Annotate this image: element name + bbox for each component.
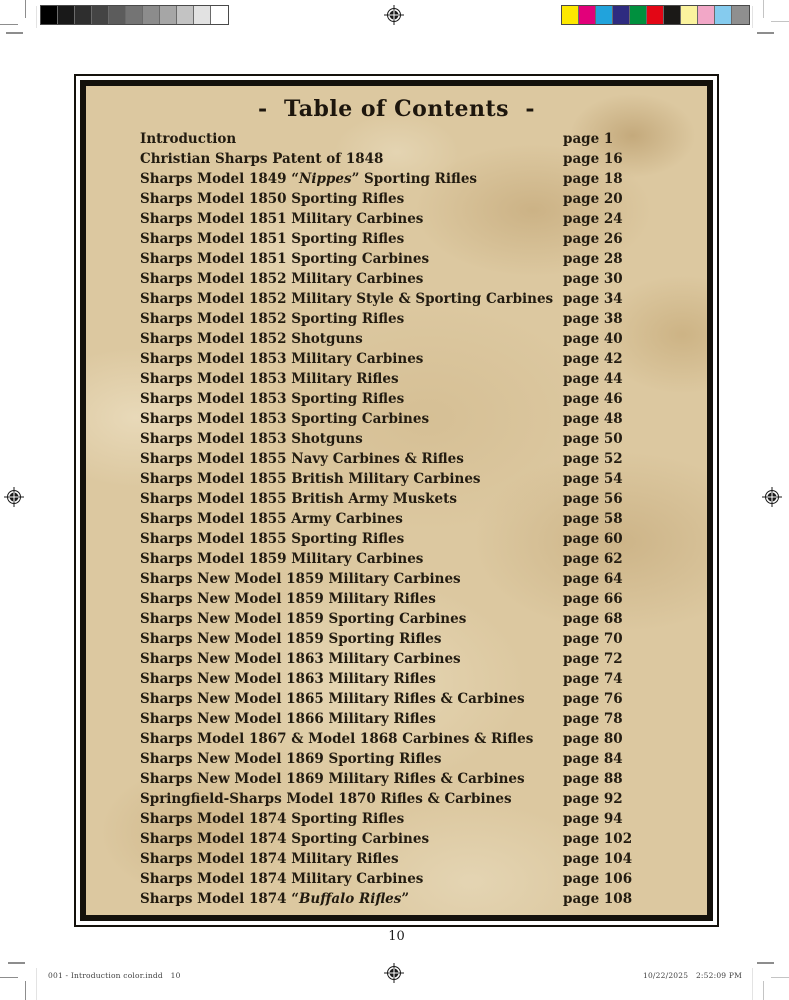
- toc-entry-label: Sharps Model 1874 Sporting Carbines: [140, 831, 430, 847]
- toc-entry-page: page 94: [563, 811, 623, 827]
- toc-entry-row: [140, 229, 707, 249]
- calibration-swatch: [211, 6, 228, 24]
- toc-entry-label: Sharps Model 1851 Sporting Carbines: [140, 251, 430, 267]
- crop-mark-top-right-h: [771, 21, 789, 22]
- trim-edge-left-top: [36, 6, 37, 28]
- calibration-swatch: [126, 6, 143, 24]
- toc-entry-row: [140, 689, 707, 709]
- toc-entry-label: Sharps New Model 1863 Military Carbines: [140, 651, 461, 667]
- toc-entry-page: page 50: [563, 431, 623, 447]
- toc-entry-label: Sharps Model 1853 Sporting Carbines: [140, 411, 430, 427]
- toc-entry-row: [140, 149, 707, 169]
- toc-entry-page: page 80: [563, 731, 623, 747]
- toc-entry-page: page 76: [563, 691, 623, 707]
- crop-mark-bottom-right-v: [763, 981, 764, 1000]
- slug-datetime: 10/22/2025 2:52:09 PM: [642, 971, 742, 980]
- toc-entry-page: page 18: [563, 171, 623, 187]
- toc-entry-label: Sharps Model 1852 Shotguns: [140, 331, 363, 347]
- toc-entry-page: page 46: [563, 391, 623, 407]
- crop-mark-bottom-left-v: [25, 981, 26, 1000]
- toc-entry-label: Sharps Model 1855 British Army Muskets: [140, 491, 457, 507]
- toc-entry-page: page 78: [563, 711, 623, 727]
- toc-entry-page: page 42: [563, 351, 623, 367]
- crop-mark-bottom-left-h: [0, 977, 18, 978]
- toc-entry-label: Sharps Model 1852 Military Carbines: [140, 271, 424, 287]
- toc-entry-page: page 54: [563, 471, 623, 487]
- fold-mark-top-right: [757, 32, 774, 34]
- fold-mark-bottom-left: [8, 962, 25, 964]
- toc-entry-page: page 68: [563, 611, 623, 627]
- page-number: 10: [388, 929, 405, 944]
- toc-entry-row: [140, 769, 707, 789]
- trim-edge-left-bottom: [36, 968, 37, 1000]
- toc-entry-page: page 16: [563, 151, 623, 167]
- toc-entry-row: [140, 329, 707, 349]
- toc-entry-label: Sharps Model 1851 Sporting Rifles: [140, 231, 405, 247]
- calibration-swatch: [681, 6, 698, 24]
- toc-entry-page: page 28: [563, 251, 623, 267]
- toc-entry-row: [140, 349, 707, 369]
- toc-entry-row: [140, 869, 707, 889]
- fold-mark-top-left: [6, 32, 23, 34]
- toc-entry-page: page 44: [563, 371, 623, 387]
- toc-entry-page: page 48: [563, 411, 623, 427]
- crop-mark-top-left-h: [0, 24, 18, 25]
- toc-entry-row: [140, 449, 707, 469]
- toc-entry-page: page 30: [563, 271, 623, 287]
- toc-entry-page: page 70: [563, 631, 623, 647]
- toc-entry-page: page 72: [563, 651, 623, 667]
- calibration-swatch: [92, 6, 109, 24]
- registration-mark-icon: [762, 487, 782, 507]
- toc-entry-label: Sharps New Model 1859 Military Carbines: [140, 571, 461, 587]
- toc-entry-row: [140, 849, 707, 869]
- fold-mark-bottom-right: [757, 962, 774, 964]
- toc-entry-label: Sharps Model 1855 Sporting Rifles: [140, 531, 405, 547]
- toc-entry-row: [140, 509, 707, 529]
- calibration-swatch: [596, 6, 613, 24]
- toc-entry-row: [140, 249, 707, 269]
- toc-entry-page: page 74: [563, 671, 623, 687]
- toc-entry-row: [140, 789, 707, 809]
- toc-entry-label: Sharps Model 1855 Army Carbines: [140, 511, 403, 527]
- toc-entry-page: page 52: [563, 451, 623, 467]
- toc-entry-row: [140, 429, 707, 449]
- toc-entry-label: Sharps New Model 1869 Sporting Rifles: [140, 751, 442, 767]
- toc-entry-label: Sharps Model 1852 Military Style & Sporting Carbines: [140, 291, 554, 307]
- crop-mark-top-left-v: [25, 0, 26, 18]
- calibration-swatch: [613, 6, 630, 24]
- calibration-swatch: [579, 6, 596, 24]
- calibration-swatch: [41, 6, 58, 24]
- toc-entry-label: Sharps Model 1852 Sporting Rifles: [140, 311, 405, 327]
- toc-entry-row: [140, 189, 707, 209]
- registration-mark-icon: [384, 963, 404, 983]
- toc-entry-row: [140, 569, 707, 589]
- toc-entry-page: page 84: [563, 751, 623, 767]
- slug-filename: 001 - Introduction color.indd 10: [48, 971, 181, 980]
- toc-entry-row: [140, 369, 707, 389]
- toc-entry-label: Sharps Model 1874 Sporting Rifles: [140, 811, 405, 827]
- toc-entry-label: Sharps Model 1853 Military Carbines: [140, 351, 424, 367]
- toc-entry-row: [140, 309, 707, 329]
- toc-entry-page: page 20: [563, 191, 623, 207]
- toc-entry-label: Sharps Model 1853 Shotguns: [140, 431, 363, 447]
- toc-entry-page: page 102: [563, 831, 633, 847]
- toc-entry-page: page 40: [563, 331, 623, 347]
- toc-entry-row: [140, 589, 707, 609]
- toc-entry-label: Sharps Model 1853 Military Rifles: [140, 371, 399, 387]
- parchment-page: [80, 80, 713, 921]
- toc-entry-row: [140, 809, 707, 829]
- toc-list: [86, 129, 707, 909]
- toc-entry-row: [140, 409, 707, 429]
- toc-entry-label: Sharps Model 1851 Military Carbines: [140, 211, 424, 227]
- toc-entry-row: [140, 389, 707, 409]
- toc-entry-label: Sharps Model 1859 Military Carbines: [140, 551, 424, 567]
- crop-mark-bottom-right-h: [771, 977, 789, 978]
- calibration-swatch: [562, 6, 579, 24]
- toc-entry-page: page 106: [563, 871, 633, 887]
- grayscale-calibration-bar: [40, 5, 229, 25]
- toc-entry-row: [140, 529, 707, 549]
- calibration-swatch: [160, 6, 177, 24]
- crop-mark-top-right-v: [763, 0, 764, 18]
- toc-entry-label: Sharps New Model 1859 Sporting Carbines: [140, 611, 467, 627]
- toc-entry-label: Sharps New Model 1865 Military Rifles & Carbines: [140, 691, 525, 707]
- toc-entry-page: page 24: [563, 211, 623, 227]
- toc-entry-row: [140, 729, 707, 749]
- toc-entry-label: Springfield-Sharps Model 1870 Rifles & Carbines: [140, 791, 512, 807]
- toc-entry-row: [140, 709, 707, 729]
- calibration-swatch: [630, 6, 647, 24]
- color-calibration-bar: [561, 5, 750, 25]
- toc-entry-page: page 92: [563, 791, 623, 807]
- toc-entry-row: [140, 889, 707, 909]
- toc-entry-page: page 66: [563, 591, 623, 607]
- toc-entry-row: [140, 129, 707, 149]
- registration-mark-icon: [4, 487, 24, 507]
- toc-entry-page: page 108: [563, 891, 633, 907]
- toc-entry-row: [140, 829, 707, 849]
- calibration-swatch: [58, 6, 75, 24]
- toc-entry-row: [140, 669, 707, 689]
- registration-mark-icon: [384, 5, 404, 25]
- toc-entry-row: [140, 289, 707, 309]
- toc-entry-label: Sharps Model 1850 Sporting Rifles: [140, 191, 405, 207]
- toc-entry-page: page 88: [563, 771, 623, 787]
- toc-entry-label: Sharps Model 1849 “Nippes” Sporting Rifles: [140, 171, 478, 187]
- toc-entry-row: [140, 169, 707, 189]
- toc-entry-row: [140, 749, 707, 769]
- calibration-swatch: [109, 6, 126, 24]
- calibration-swatch: [732, 6, 749, 24]
- toc-entry-label: Sharps Model 1853 Sporting Rifles: [140, 391, 405, 407]
- toc-entry-label: Introduction: [140, 131, 237, 147]
- toc-entry-row: [140, 489, 707, 509]
- toc-entry-row: [140, 609, 707, 629]
- calibration-swatch: [647, 6, 664, 24]
- toc-entry-label: Sharps Model 1874 “Buffalo Rifles”: [140, 891, 410, 907]
- toc-entry-page: page 34: [563, 291, 623, 307]
- toc-entry-page: page 38: [563, 311, 623, 327]
- toc-entry-page: page 104: [563, 851, 633, 867]
- toc-entry-row: [140, 549, 707, 569]
- toc-entry-label: Sharps Model 1874 Military Carbines: [140, 871, 424, 887]
- calibration-swatch: [698, 6, 715, 24]
- toc-entry-label: Sharps New Model 1859 Military Rifles: [140, 591, 436, 607]
- toc-entry-page: page 1: [563, 131, 614, 147]
- toc-entry-label: Sharps Model 1867 & Model 1868 Carbines & Rifles: [140, 731, 534, 747]
- calibration-swatch: [177, 6, 194, 24]
- toc-entry-label: Sharps New Model 1869 Military Rifles & Carbines: [140, 771, 525, 787]
- toc-entry-row: [140, 469, 707, 489]
- toc-entry-row: [140, 649, 707, 669]
- toc-entry-label: Sharps Model 1855 Navy Carbines & Rifles: [140, 451, 464, 467]
- toc-entry-page: page 56: [563, 491, 623, 507]
- toc-entry-page: page 62: [563, 551, 623, 567]
- toc-entry-page: page 58: [563, 511, 623, 527]
- trim-edge-right-bottom: [752, 968, 753, 1000]
- toc-title: - Table of Contents -: [258, 96, 535, 122]
- toc-entry-label: Sharps Model 1855 British Military Carbines: [140, 471, 481, 487]
- calibration-swatch: [75, 6, 92, 24]
- toc-entry-page: page 64: [563, 571, 623, 587]
- toc-entry-row: [140, 629, 707, 649]
- toc-entry-row: [140, 209, 707, 229]
- calibration-swatch: [143, 6, 160, 24]
- calibration-swatch: [194, 6, 211, 24]
- toc-entry-label: Sharps New Model 1859 Sporting Rifles: [140, 631, 442, 647]
- trim-edge-right-top: [752, 6, 753, 28]
- page-border-frame: [74, 74, 719, 927]
- calibration-swatch: [715, 6, 732, 24]
- toc-entry-page: page 26: [563, 231, 623, 247]
- toc-entry-label: Sharps Model 1874 Military Rifles: [140, 851, 399, 867]
- toc-entry-row: [140, 269, 707, 289]
- toc-entry-label: Sharps New Model 1866 Military Rifles: [140, 711, 436, 727]
- calibration-swatch: [664, 6, 681, 24]
- toc-entry-label: Sharps New Model 1863 Military Rifles: [140, 671, 436, 687]
- toc-entry-page: page 60: [563, 531, 623, 547]
- toc-entry-label: Christian Sharps Patent of 1848: [140, 151, 384, 167]
